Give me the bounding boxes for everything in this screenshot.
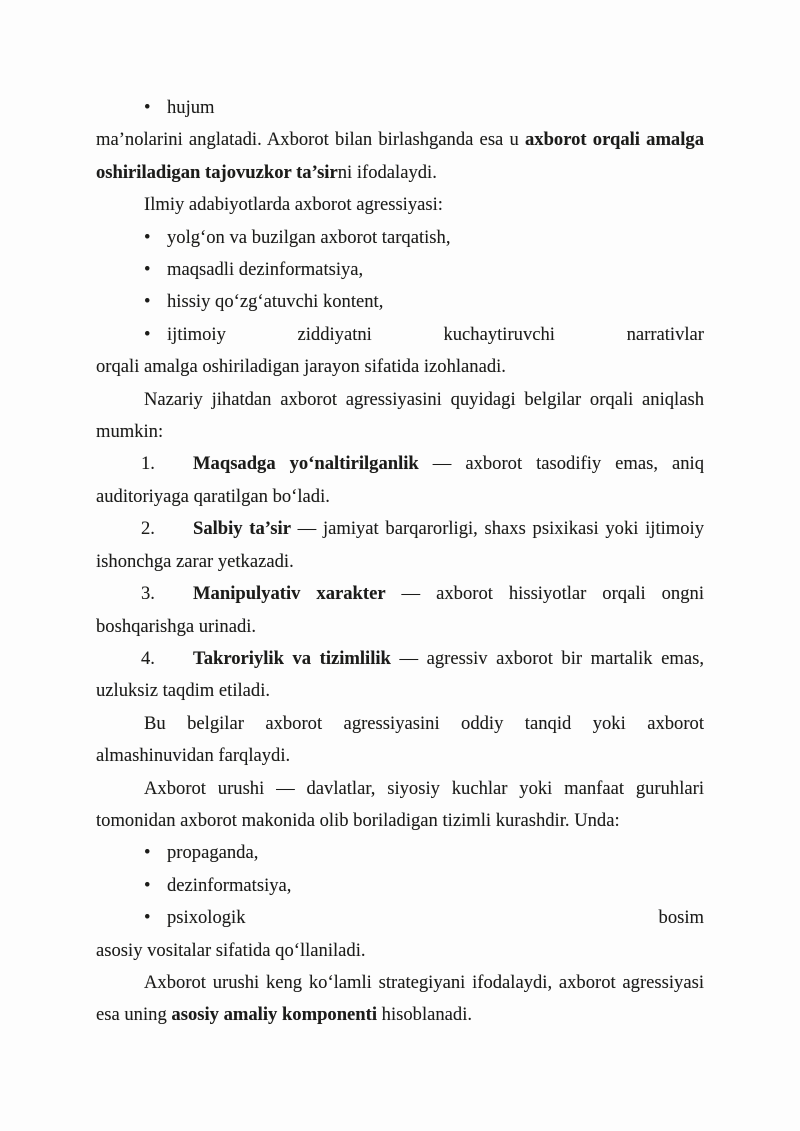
text-run-bold: axborot orqali amalga xyxy=(524,129,704,151)
text-line xyxy=(96,740,704,772)
text-run-bold: Maqsadga yo‘naltirilganlik xyxy=(193,453,419,475)
text-run: Bu belgilar axborot agressiyasini oddiy tanqid yoki axborot xyxy=(144,712,704,734)
bullet-icon: • xyxy=(144,907,151,929)
text-run: almashinuvidan farqlaydi. xyxy=(96,745,291,767)
document-text xyxy=(96,92,704,1032)
text-line xyxy=(96,448,704,480)
text-line xyxy=(96,319,704,351)
bullet-icon: • xyxy=(144,874,151,896)
list-number: 4. xyxy=(141,647,155,669)
text-line xyxy=(96,935,704,967)
text-line xyxy=(96,675,704,707)
text-line xyxy=(96,124,704,156)
text-run: — axborot hissiyotlar orqali ongni xyxy=(385,583,704,605)
text-run: Ilmiy adabiyotlarda axborot agressiyasi: xyxy=(144,194,443,216)
text-run-bold: Salbiy ta’sir xyxy=(193,518,291,540)
text-run-bold: Manipulyativ xarakter xyxy=(193,583,386,605)
text-run: Axborot urushi — davlatlar, siyosiy kuchlar yoki manfaat guruhlari xyxy=(144,777,704,799)
text-line xyxy=(96,286,704,318)
text-line xyxy=(96,902,704,934)
text-line xyxy=(96,967,704,999)
text-run: — agressiv axborot bir martalik emas, xyxy=(390,647,704,669)
text-run: ni ifodalaydi. xyxy=(337,161,437,183)
text-line xyxy=(96,773,704,805)
text-run: Nazariy jihatdan axborot agressiyasini quyidagi belgilar orqali aniqlash xyxy=(144,388,704,410)
text-line xyxy=(96,92,704,124)
bullet-icon: • xyxy=(144,291,151,313)
text-line xyxy=(96,837,704,869)
text-line xyxy=(96,416,704,448)
text-run: — axborot tasodifiy emas, aniq xyxy=(418,453,704,475)
bullet-icon: • xyxy=(144,323,151,345)
text-line xyxy=(96,999,704,1031)
text-run: Axborot urushi keng ko‘lamli strategiyani ifodalaydi, axborot agressiyasi xyxy=(144,971,704,993)
text-line xyxy=(96,351,704,383)
text-run: orqali amalga oshiriladigan jarayon sifatida izohlanadi. xyxy=(96,356,506,378)
text-run: uzluksiz taqdim etiladi. xyxy=(96,680,271,702)
text-run: hissiy qo‘zg‘atuvchi kontent, xyxy=(167,291,384,313)
text-run-bold: oshiriladigan tajovuzkor ta’sir xyxy=(96,161,338,183)
text-line xyxy=(96,546,704,578)
list-number: 2. xyxy=(141,518,155,540)
bullet-icon: • xyxy=(144,842,151,864)
text-run: — jamiyat barqarorligi, shaxs psixikasi yoki ijtimoiy xyxy=(290,518,704,540)
bullet-icon: • xyxy=(144,226,151,248)
text-run-bold: asosiy amaliy komponenti xyxy=(171,1004,377,1026)
text-run: hujum xyxy=(167,97,215,118)
text-run: maqsadli dezinformatsiya, xyxy=(167,259,364,281)
text-line xyxy=(96,708,704,740)
text-line xyxy=(96,578,704,610)
text-run: mumkin: xyxy=(96,421,164,443)
text-line xyxy=(96,222,704,254)
text-run: ma’nolarini anglatadi. Axborot bilan birlashganda esa u xyxy=(96,129,525,151)
text-line xyxy=(96,157,704,189)
text-run: yolg‘on va buzilgan axborot tarqatish, xyxy=(167,226,451,248)
text-line xyxy=(96,805,704,837)
text-line xyxy=(96,513,704,545)
text-run: psixologik bosim xyxy=(167,907,704,929)
text-run: ishonchga zarar yetkazadi. xyxy=(96,550,294,572)
text-run: propaganda, xyxy=(167,842,259,864)
text-line xyxy=(96,611,704,643)
list-number: 3. xyxy=(141,583,155,605)
text-run: tomonidan axborot makonida olib boriladigan tizimli kurashdir. Unda: xyxy=(96,809,620,831)
text-run: ijtimoiy ziddiyatni kuchaytiruvchi narrativlar xyxy=(167,323,704,345)
text-line xyxy=(96,870,704,902)
bullet-icon: • xyxy=(144,97,151,118)
list-number: 1. xyxy=(141,453,155,475)
text-run: hisoblanadi. xyxy=(377,1004,473,1026)
text-line xyxy=(96,189,704,221)
text-line xyxy=(96,481,704,513)
text-line xyxy=(96,384,704,416)
text-run: auditoriyaga qaratilgan bo‘ladi. xyxy=(96,485,330,507)
text-run: asosiy vositalar sifatida qo‘llaniladi. xyxy=(96,939,366,961)
text-run: esa uning xyxy=(96,1004,172,1026)
bullet-icon: • xyxy=(144,259,151,281)
text-run-bold: Takroriylik va tizimlilik xyxy=(193,647,391,669)
text-run: boshqarishga urinadi. xyxy=(96,615,257,637)
text-line xyxy=(96,643,704,675)
text-line xyxy=(96,254,704,286)
text-run: dezinformatsiya, xyxy=(167,874,292,896)
